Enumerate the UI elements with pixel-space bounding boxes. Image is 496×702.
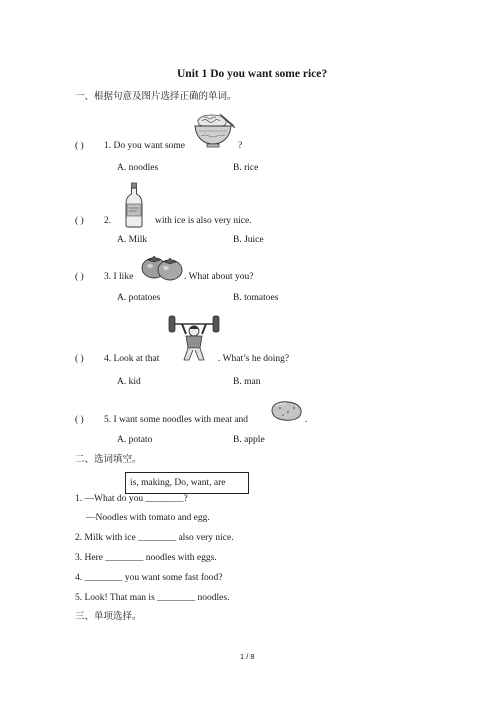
page-number: 1 / 8 [240,652,255,661]
word-box-text: is, making, Do, want, are [130,478,226,488]
q1-option-b: B. rice [233,163,259,173]
q5-option-a: A. potato [117,435,153,445]
q2-after: with ice is also very nice. [155,216,252,226]
potato-icon [268,400,304,422]
q2-option-a: A. Milk [117,235,148,245]
q1-after: ? [238,141,243,151]
q1-bracket: ( ) [75,141,84,151]
q3-option-a: A. potatoes [117,293,161,303]
section3-heading: 三、单项选择。 [75,611,142,622]
noodle-bowl-icon [190,112,236,154]
q1-text: 1. Do you want some [104,141,186,151]
blank-line-1-answer: —Noodles with tomato and egg. [86,513,210,523]
section1-heading: 一、根据句意及图片选择正确的单词。 [75,91,237,102]
q5-text: 5. I want some noodles with meat and [104,415,249,425]
q3-text: 3. I like [104,272,134,282]
blank-line-1: 1. —What do you ________? [75,494,188,504]
blank-line-4: 4. ________ you want some fast food? [75,573,223,583]
tomatoes-icon [140,253,184,281]
q4-after: . What’s he doing? [218,354,290,364]
q5-bracket: ( ) [75,415,84,425]
q5-option-b: B. apple [233,435,265,445]
juice-bottle-icon [124,182,144,228]
q2-text: 2. [104,216,112,226]
q4-option-b: B. man [233,377,261,387]
q2-bracket: ( ) [75,216,84,226]
q5-after: . [305,415,308,425]
q3-after: . What about you? [184,272,254,282]
section2-heading: 二、选词填空。 [75,454,142,465]
blank-line-5: 5. Look! That man is ________ noodles. [75,593,230,603]
blank-line-3: 3. Here ________ noodles with eggs. [75,553,217,563]
q3-bracket: ( ) [75,272,84,282]
q2-option-b: B. Juice [233,235,264,245]
page-title: Unit 1 Do you want some rice? [177,68,328,80]
q4-text: 4. Look at that [104,354,160,364]
weightlifter-icon [168,314,220,364]
blank-line-2: 2. Milk with ice ________ also very nice. [75,533,234,543]
q4-option-a: A. kid [117,377,141,387]
q1-option-a: A. noodles [117,163,159,173]
q4-bracket: ( ) [75,354,84,364]
q3-option-b: B. tomatoes [233,293,279,303]
